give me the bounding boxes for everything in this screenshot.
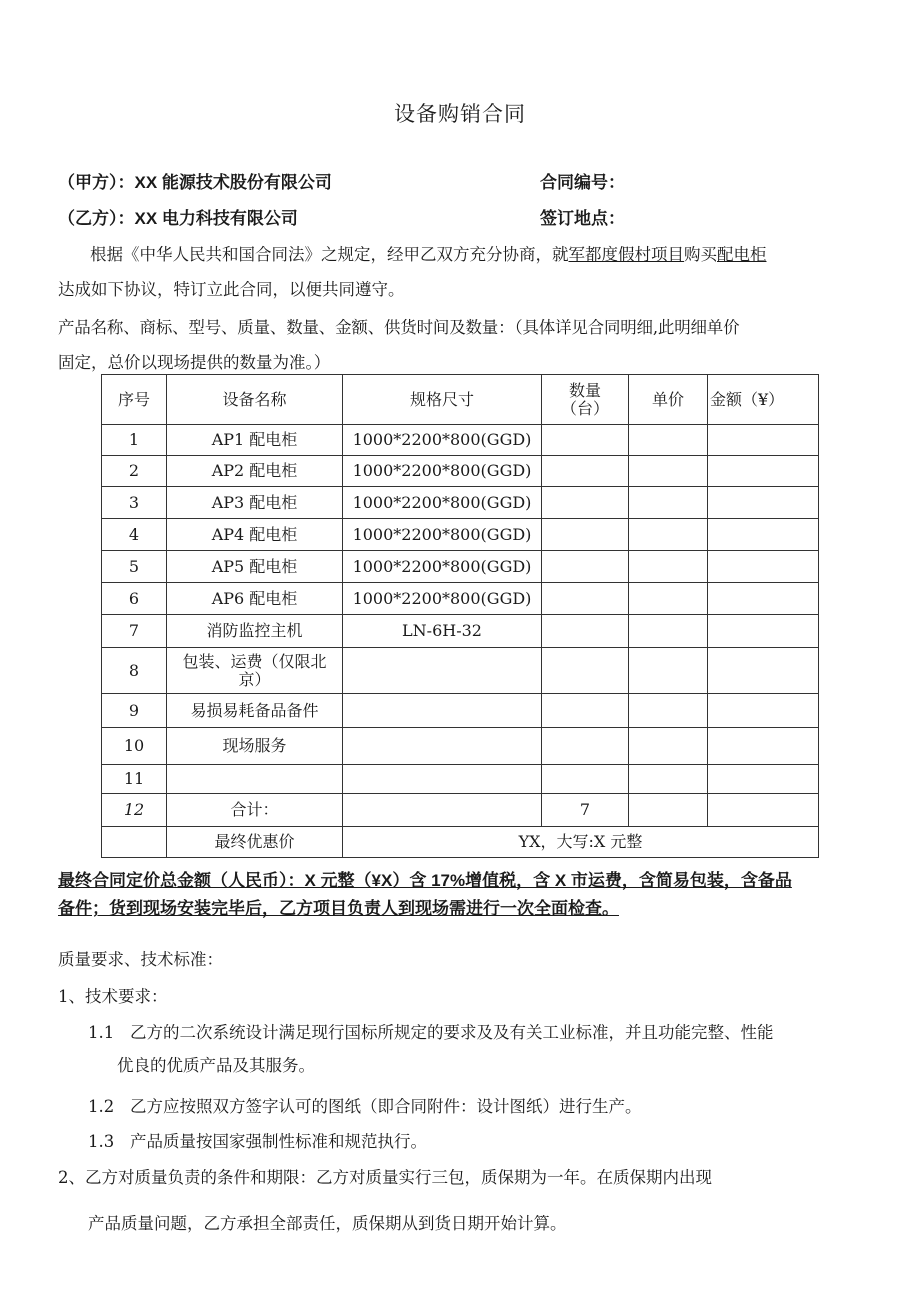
header-amount: 金额（¥） (708, 375, 819, 425)
intro-line-1 (90, 241, 767, 265)
header-price: 单价 (629, 375, 708, 425)
clause-1-3-number: 1.3 (88, 1132, 115, 1151)
clause-1-2 (88, 1093, 642, 1117)
table-final-price-row: 最终优惠价 YX，大写:X 元整 (102, 827, 819, 858)
intro-project: 军都度假村项目 (568, 245, 684, 264)
table-header-row (102, 375, 819, 425)
section-2-line-2: 产品质量问题，乙方承担全部责任，质保期从到货日期开始计算。 (88, 1214, 567, 1233)
items-table (101, 374, 819, 858)
party-a-name: XX 能源技术股份有限公司 (134, 173, 332, 192)
party-a-line (58, 168, 332, 193)
clause-1-2-text: 乙方应按照双方签字认可的图纸（即合同附件：设计图纸）进行生产。 (130, 1097, 642, 1116)
signing-place-label: 签订地点： (540, 209, 625, 228)
table-row: 1 AP1 配电柜 1000*2200*800(GGD) (102, 425, 819, 456)
table-total-row: 12 合计： 7 (102, 794, 819, 827)
table-row: 5 AP5 配电柜 1000*2200*800(GGD) (102, 551, 819, 583)
table-row: 3 AP3 配电柜 1000*2200*800(GGD) (102, 487, 819, 519)
clause-1-1-number: 1.1 (88, 1023, 115, 1042)
table-row: 7 消防监控主机 LN-6H-32 (102, 615, 819, 648)
intro-line-2: 达成如下协议，特订立此合同，以便共同遵守。 (58, 280, 405, 299)
intro-item: 配电柜 (717, 245, 767, 264)
table-row: 8 包装、运费（仅限北 京） (102, 648, 819, 694)
clause-1-1 (88, 1019, 774, 1043)
header-spec: 规格尺寸 (343, 375, 542, 425)
product-intro-line-2: 固定，总价以现场提供的数量为准。） (58, 353, 331, 372)
product-intro-line-1: 产品名称、商标、型号、质量、数量、金额、供货时间及数量：（具体详见合同明细,此明细单价 (58, 318, 740, 337)
total-amount-line-1: 最终合同定价总金额（人民币）：X 元整（¥X）含 17%增值税，含 X 市运费，含简易包装，含备品 (58, 871, 792, 890)
table-row: 6 AP6 配电柜 1000*2200*800(GGD) (102, 583, 819, 615)
clause-1-3 (88, 1128, 427, 1152)
document-title: 设备购销合同 (394, 102, 526, 126)
header-no: 序号 (102, 375, 167, 425)
table-row: 2 AP2 配电柜 1000*2200*800(GGD) (102, 456, 819, 487)
header-name: 设备名称 (167, 375, 343, 425)
intro-prefix: 根据《中华人民共和国合同法》之规定，经甲乙双方充分协商，就 (90, 245, 569, 264)
clause-1-2-number: 1.2 (88, 1097, 115, 1116)
table-row: 10 现场服务 (102, 728, 819, 765)
header-qty: 数量 （台） (542, 375, 629, 425)
clause-1-3-text: 产品质量按国家强制性标准和规范执行。 (130, 1132, 427, 1151)
party-b-label: （乙方）： (58, 209, 135, 228)
quality-heading: 质量要求、技术标准： (58, 950, 223, 969)
clause-1-1-continued: 优良的优质产品及其服务。 (117, 1056, 315, 1075)
table-row: 9 易损易耗备品备件 (102, 694, 819, 728)
table-row: 11 (102, 765, 819, 794)
table-row: 4 AP4 配电柜 1000*2200*800(GGD) (102, 519, 819, 551)
party-b-line (58, 204, 298, 229)
section-1-heading: 1、技术要求： (58, 987, 168, 1006)
contract-number-label: 合同编号： (540, 173, 625, 192)
total-amount-line-2: 备件；货到现场安装完毕后，乙方项目负责人到现场需进行一次全面检查。 (58, 899, 619, 918)
clause-1-1-text: 乙方的二次系统设计满足现行国标所规定的要求及及有关工业标准，并且功能完整、性能 (130, 1023, 774, 1042)
section-2-line-1: 2、乙方对质量负责的条件和期限：乙方对质量实行三包，质保期为一年。在质保期内出现 (58, 1168, 712, 1187)
party-a-label: （甲方）： (58, 173, 135, 192)
party-b-name: XX 电力科技有限公司 (134, 209, 298, 228)
intro-verb: 购买 (684, 245, 717, 264)
